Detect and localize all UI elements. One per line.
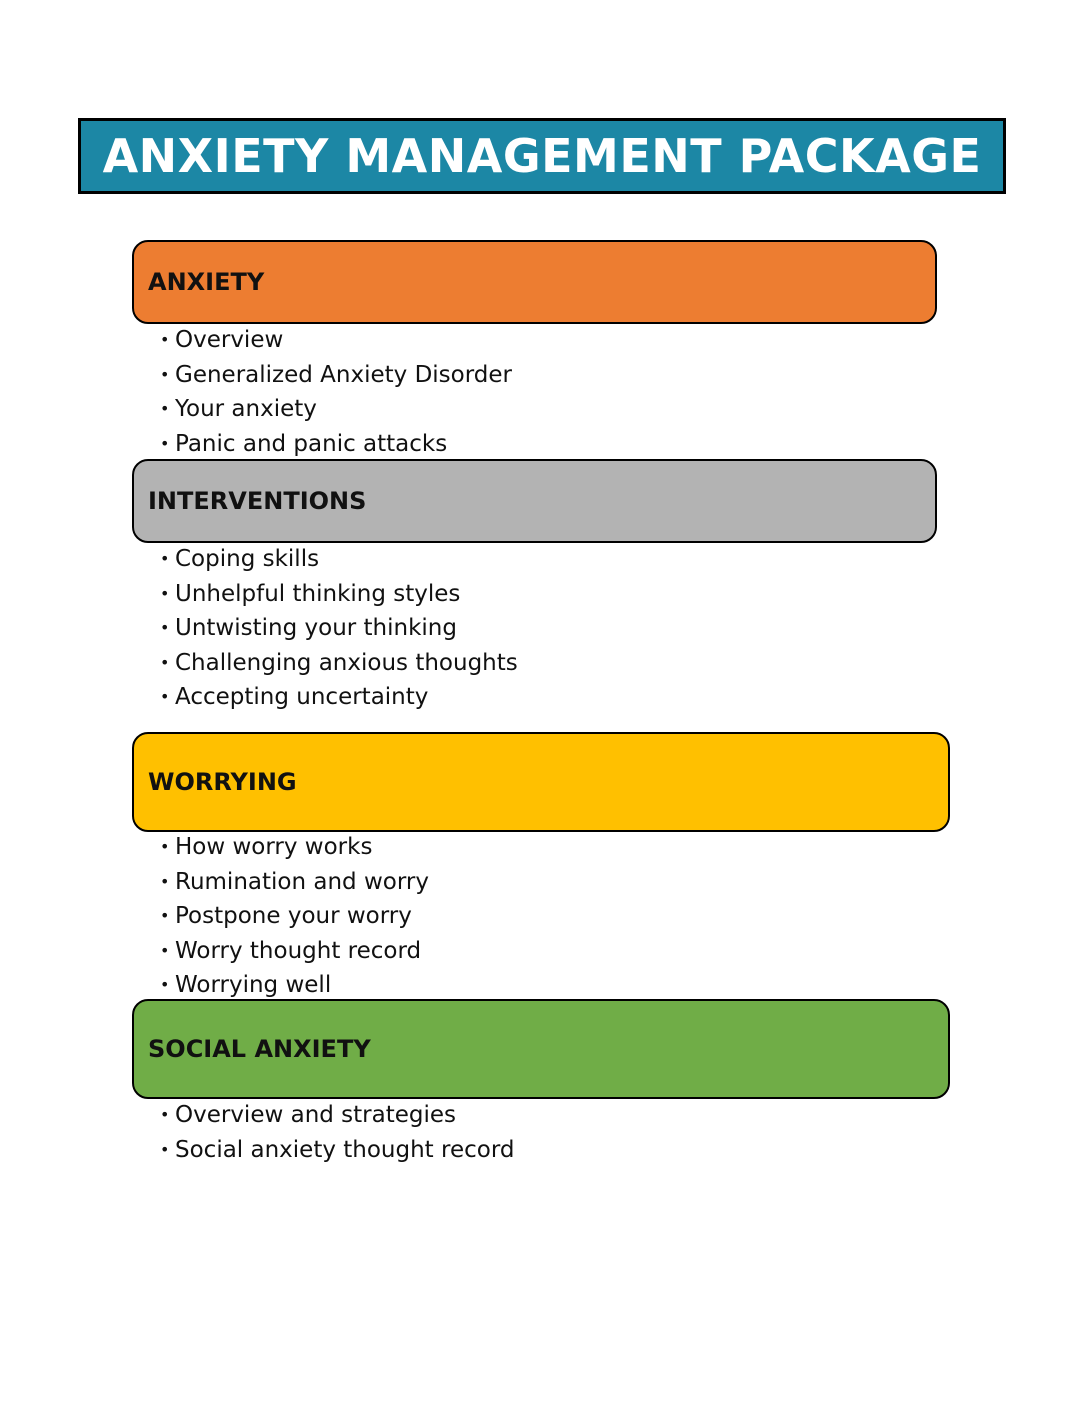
bullet-icon: • — [160, 940, 170, 960]
section-list-anxiety — [160, 323, 512, 461]
bullet-icon: • — [160, 1139, 170, 1159]
list-item: • Overview — [160, 323, 512, 358]
section-header-anxiety — [132, 240, 937, 324]
list-item: • Untwisting your thinking — [160, 611, 518, 646]
bullet-icon: • — [160, 433, 170, 453]
list-item: • Panic and panic attacks — [160, 427, 512, 462]
list-item: • Social anxiety thought record — [160, 1133, 515, 1168]
section-title: INTERVENTIONS — [148, 487, 367, 515]
bullet-icon: • — [160, 583, 170, 603]
list-item: • Postpone your worry — [160, 899, 429, 934]
section-title: ANXIETY — [148, 268, 265, 296]
bullet-icon: • — [160, 399, 170, 419]
bullet-icon: • — [160, 1105, 170, 1124]
bullet-icon: • — [160, 906, 170, 926]
list-item: • Unhelpful thinking styles — [160, 577, 518, 612]
bullet-icon: • — [160, 549, 170, 568]
bullet-icon: • — [160, 837, 170, 856]
list-item: • Worry thought record — [160, 934, 429, 969]
title-banner — [78, 118, 1006, 194]
section-title: WORRYING — [148, 768, 297, 796]
section-header-worrying — [132, 732, 950, 832]
bullet-icon: • — [160, 330, 170, 349]
list-item: • Your anxiety — [160, 392, 512, 427]
page-title: ANXIETY MANAGEMENT PACKAGE — [102, 129, 982, 183]
list-item: • Accepting uncertainty — [160, 680, 518, 715]
list-item: • Worrying well — [160, 968, 429, 1003]
bullet-icon: • — [160, 652, 170, 672]
list-item: • How worry works — [160, 830, 429, 865]
section-list-social-anxiety — [160, 1098, 515, 1167]
bullet-icon: • — [160, 871, 170, 891]
bullet-icon: • — [160, 975, 170, 995]
section-list-interventions — [160, 542, 518, 715]
list-item: • Overview and strategies — [160, 1098, 515, 1133]
section-title: SOCIAL ANXIETY — [148, 1035, 371, 1063]
list-item: • Rumination and worry — [160, 865, 429, 900]
section-header-interventions — [132, 459, 937, 543]
list-item: • Coping skills — [160, 542, 518, 577]
section-header-social-anxiety — [132, 999, 950, 1099]
bullet-icon: • — [160, 618, 170, 638]
section-list-worrying — [160, 830, 429, 1003]
list-item: • Generalized Anxiety Disorder — [160, 358, 512, 393]
bullet-icon: • — [160, 687, 170, 707]
list-item: • Challenging anxious thoughts — [160, 646, 518, 681]
bullet-icon: • — [160, 364, 170, 384]
